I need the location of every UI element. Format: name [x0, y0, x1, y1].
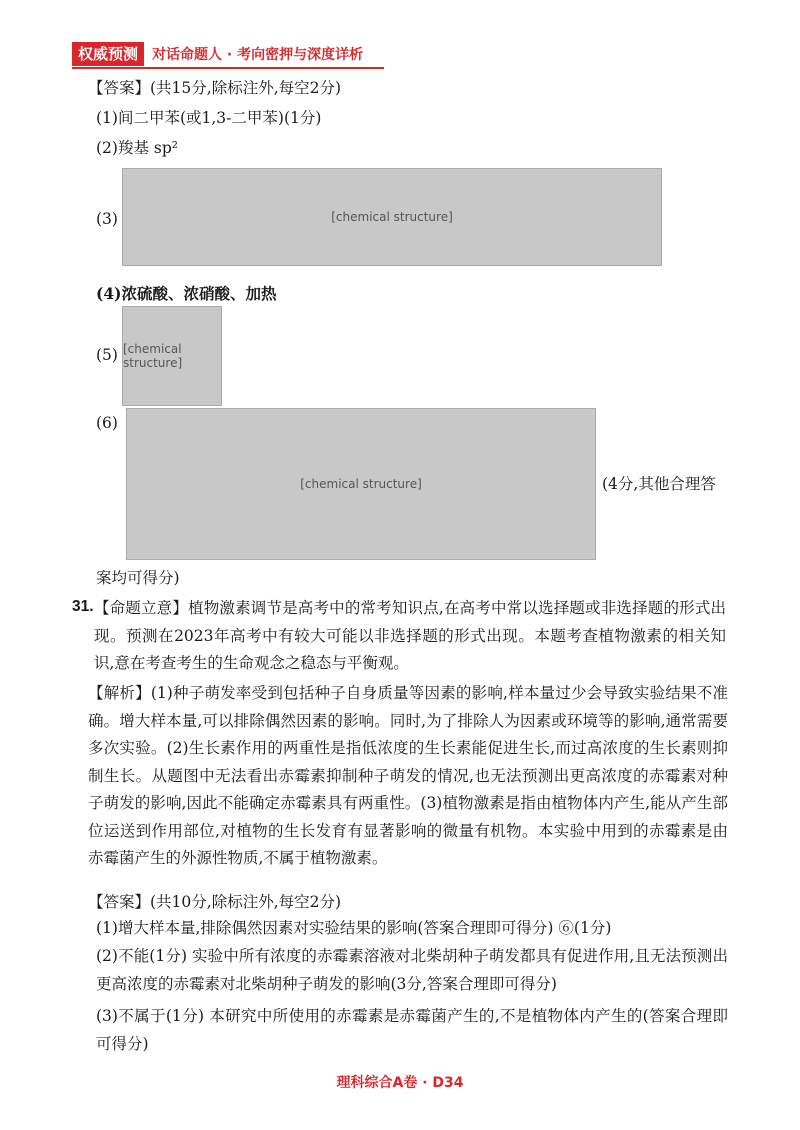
q31-answer-3: (3)不属于(1分) 本研究中所使用的赤霉素是赤霉菌产生的,不是植物体内产生的(答案合理即可得分)	[96, 1007, 728, 1053]
q30-answer-6-note-cont: 案均可得分)	[96, 569, 180, 587]
q30-answer-6-label: (6)	[96, 414, 118, 432]
q30-answer-2: (2)羧基 sp²	[96, 139, 178, 157]
header-badge: 权威预测	[72, 42, 144, 66]
q30-answer-5-label: (5)	[96, 346, 118, 364]
page-footer: 理科综合A卷 · D34	[336, 1075, 464, 1091]
page-header	[72, 42, 363, 66]
q31-answer-1: (1)增大样本量,排除偶然因素对实验结果的影响(答案合理即可得分) ⑥(1分)	[96, 919, 612, 937]
q30-answer-heading: 【答案】(共15分,除标注外,每空2分)	[88, 79, 342, 97]
header-rule	[72, 67, 384, 69]
q31-intent: 【命题立意】植物激素调节是高考中的常考知识点,在高考中常以选择题或非选择题的形式出现。预测在2023年高考中有较大可能以非选择题的形式出现。本题考查植物激素的相关知识,意在考查考生的生命观念之稳态与平衡观。	[94, 599, 726, 672]
q31-answer-2: (2)不能(1分) 实验中所有浓度的赤霉素溶液对北柴胡种子萌发都具有促进作用,且无法预测出更高浓度的赤霉素对北柴胡种子萌发的影响(3分,答案合理即可得分)	[96, 947, 728, 993]
question-number: 31.	[72, 598, 94, 615]
q30-answer-6-note: (4分,其他合理答	[602, 475, 716, 493]
compound-5-diagram: [chemical structure]	[122, 306, 222, 406]
q30-answer-4: (4)浓硫酸、浓硝酸、加热	[96, 284, 277, 303]
reaction-3-diagram: [chemical structure]	[122, 168, 662, 266]
q30-answer-1: (1)间二甲苯(或1,3-二甲苯)(1分)	[96, 109, 322, 127]
q30-answer-3-label: (3)	[96, 210, 118, 228]
header-subtitle: 对话命题人 · 考向密押与深度详析	[152, 47, 364, 63]
q31-answer-heading: 【答案】(共10分,除标注外,每空2分)	[88, 893, 342, 911]
q31-analysis: 【解析】(1)种子萌发率受到包括种子自身质量等因素的影响,样本量过少会导致实验结果不准确。增大样本量,可以排除偶然因素的影响。同时,为了排除人为因素或环境等的影响,通常需要多次实验。(2)生长素作用的两重性是指低浓度的生长素能促进生长,而过高浓度的生长素则抑制生长。从题图中无法看出赤霉素抑制种子萌发的情况,也无法预测出更高浓度的赤霉素对种子萌发的影响,因此不能确定赤霉素具有两重性。(3)植物激素是指由植物体内产生,能从产生部位运送到作用部位,对植物的生长发育有显著影响的微量有机物。本实验中用到的赤霉素是由赤霉菌产生的外源性物质,不属于植物激素。	[88, 684, 728, 867]
synthesis-route-6-diagram: [chemical structure]	[126, 408, 596, 560]
